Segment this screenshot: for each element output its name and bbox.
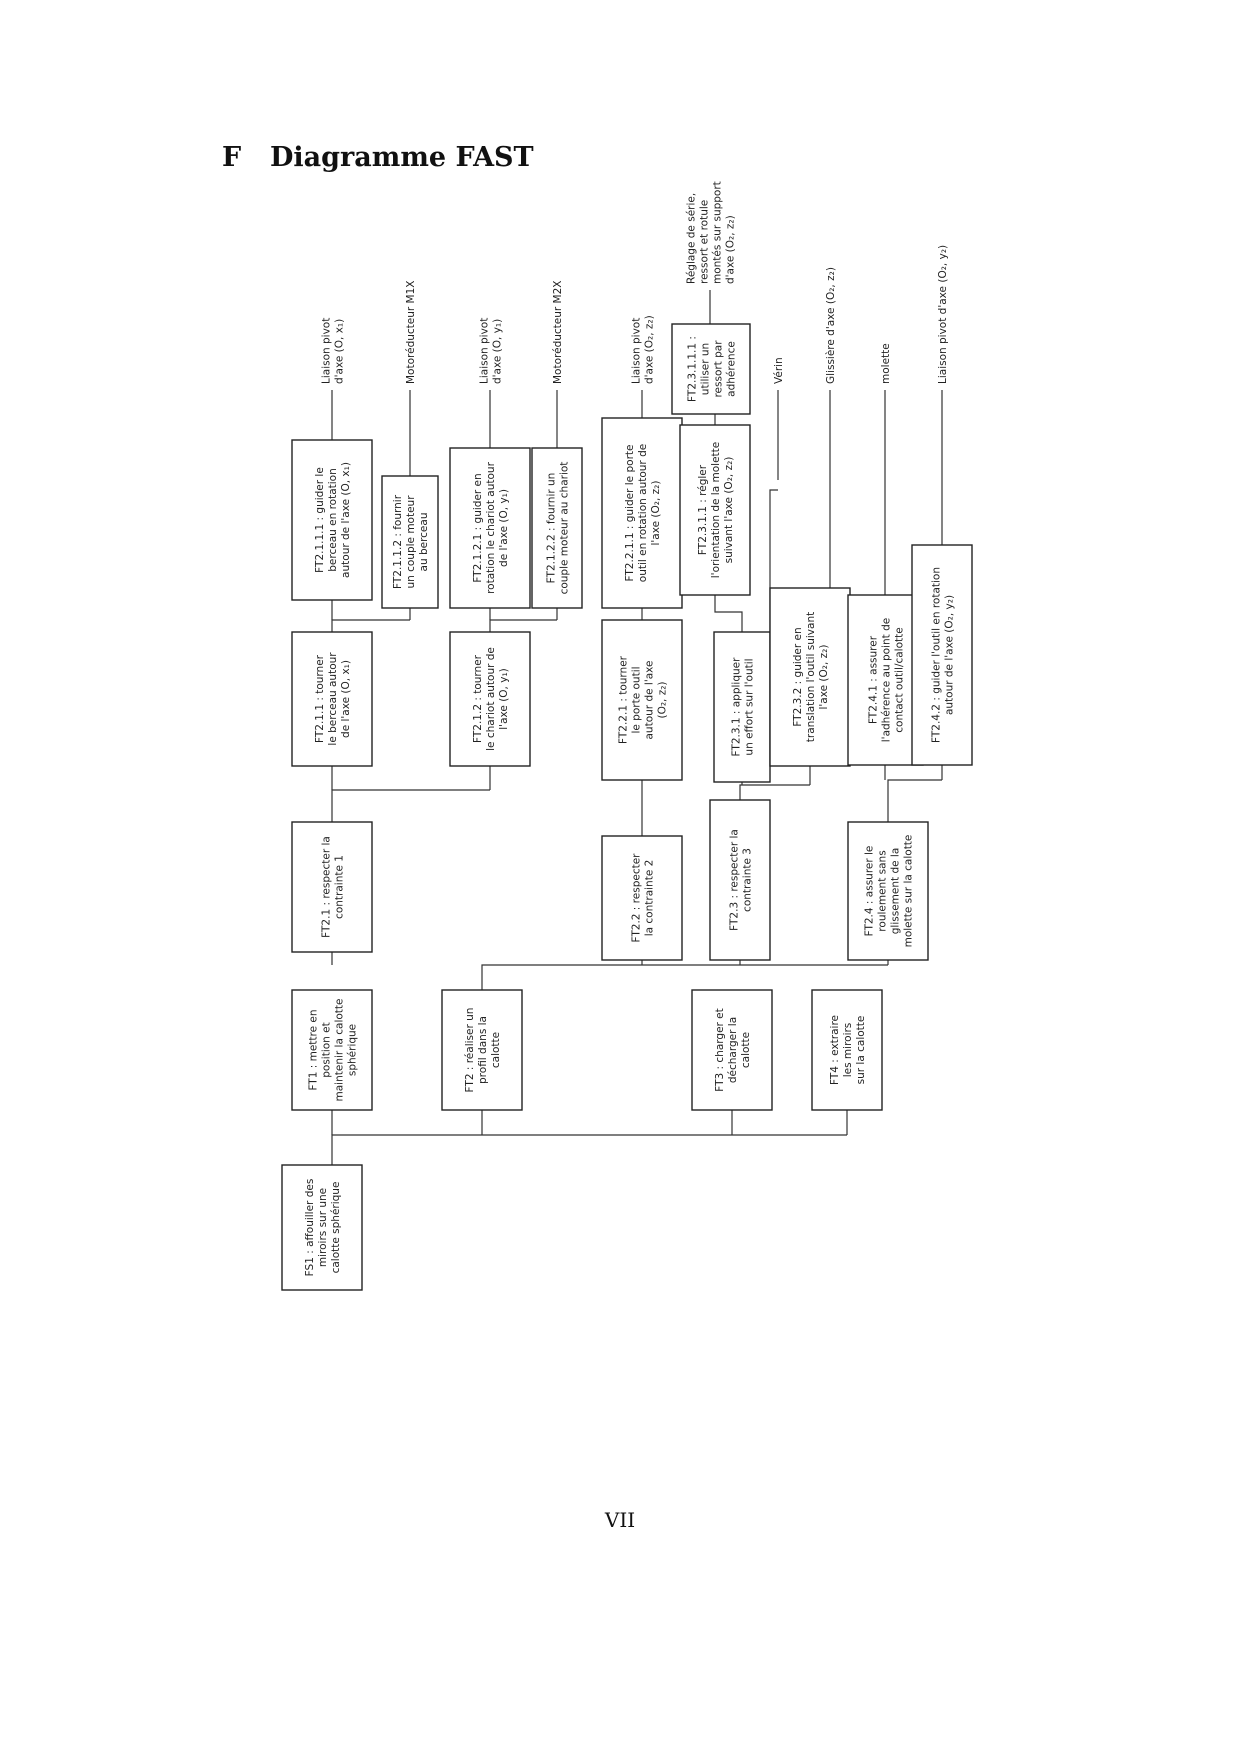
box-line: FT2.4.1 : assurer bbox=[867, 635, 880, 725]
solution-s_glissiere bbox=[825, 267, 837, 384]
box-ft23 bbox=[710, 800, 770, 960]
box-ft3 bbox=[692, 990, 772, 1110]
connector-27 bbox=[715, 595, 742, 632]
connector-14 bbox=[740, 785, 810, 800]
box-line: contrainte 3 bbox=[741, 848, 754, 912]
box-line: décharger la bbox=[727, 1016, 739, 1084]
box-label-ft22 bbox=[631, 853, 656, 943]
box-line: adhérence bbox=[725, 341, 738, 397]
box-line: un couple moteur bbox=[405, 495, 417, 589]
box-line: calotte bbox=[490, 1031, 502, 1069]
solution-line: Réglage de série, bbox=[685, 192, 698, 284]
box-line: le chariot autour de bbox=[485, 647, 497, 751]
box-line: contact outil/calotte bbox=[893, 627, 906, 733]
box-line: FT2.1.2 : tourner bbox=[472, 655, 484, 743]
connector-5 bbox=[482, 965, 888, 990]
box-line: les miroirs bbox=[842, 1022, 854, 1078]
box-line: position et bbox=[320, 1022, 333, 1078]
solution-s_verin bbox=[773, 357, 785, 384]
solution-line: molette bbox=[880, 343, 892, 384]
connector-17 bbox=[888, 780, 942, 822]
box-line: FT2.3.2 : guider en bbox=[792, 627, 804, 727]
box-line: l'orientation de la molette bbox=[710, 441, 722, 579]
box-line: FT2.4.2 : guider l'outil en rotation bbox=[930, 566, 943, 744]
box-ft211 bbox=[292, 632, 372, 766]
box-line: FT2.3.1.1 : régler bbox=[697, 464, 709, 556]
solution-line: Motoréducteur M1X bbox=[405, 280, 417, 384]
page-number: VII bbox=[604, 1508, 636, 1532]
box-line: l'axe (O₂, z₂) bbox=[818, 644, 830, 710]
box-line: FT2 : réaliser un bbox=[464, 1007, 476, 1093]
solution-line: Liaison pivot bbox=[630, 317, 643, 384]
connector-10 bbox=[332, 790, 490, 822]
box-line: FT2.1.1.1 : guider le bbox=[314, 467, 326, 573]
box-line: contrainte 1 bbox=[333, 855, 346, 919]
section-number: F bbox=[222, 142, 242, 173]
solution-line: Vérin bbox=[773, 357, 785, 384]
box-line: maintenir la calotte bbox=[333, 998, 346, 1102]
solution-line: ressort et rotule bbox=[698, 199, 711, 284]
box-line: sphérique bbox=[346, 1023, 359, 1077]
box-line: utiliser un bbox=[699, 342, 712, 396]
box-line: FT2.1.2.2 : fournir un bbox=[545, 472, 558, 584]
box-line: couple moteur au chariot bbox=[558, 461, 571, 595]
box-line: profil dans la bbox=[477, 1016, 489, 1084]
solution-s_motor_chariot bbox=[552, 281, 564, 384]
box-line: un effort sur l'outil bbox=[743, 658, 756, 756]
box-line: FT2.2.1.1 : guider le porte bbox=[624, 444, 636, 582]
box-line: de l'axe (O, x₁) bbox=[340, 660, 352, 738]
solution-line: d'axe (O, y₁) bbox=[491, 318, 504, 384]
solution-line: d'axe (O₂, z₂) bbox=[643, 315, 656, 384]
box-line: glissement de la bbox=[889, 847, 902, 935]
solution-s_motor_berceau bbox=[405, 281, 417, 384]
box-line: l'axe (O, y₁) bbox=[498, 668, 510, 730]
section-title: Diagramme FAST bbox=[270, 142, 534, 173]
box-line: FT2.3.1 : appliquer bbox=[730, 657, 743, 757]
box-line: FT2.2.1 : tourner bbox=[617, 656, 630, 744]
box-line: la contrainte 2 bbox=[643, 859, 656, 937]
box-ft221 bbox=[602, 620, 682, 780]
box-ft231 bbox=[714, 632, 770, 782]
box-line: FT3 : charger et bbox=[714, 1008, 726, 1092]
solution-line: d'axe (O, x₁) bbox=[333, 318, 346, 384]
box-ft2112 bbox=[382, 476, 438, 608]
box-ft232 bbox=[770, 588, 850, 766]
box-label-ft4 bbox=[829, 1015, 867, 1085]
function-boxes bbox=[282, 324, 972, 1290]
box-line: FT2.3 : respecter la bbox=[728, 829, 741, 931]
box-ft4 bbox=[812, 990, 882, 1110]
box-line: translation l'outil suivant bbox=[805, 611, 817, 743]
box-ft24 bbox=[848, 822, 928, 960]
solution-s_pivot_z2 bbox=[631, 315, 656, 384]
box-line: FT2.1.2.1 : guider en bbox=[472, 473, 484, 583]
box-line: roulement sans bbox=[876, 850, 889, 932]
box-ft242 bbox=[912, 545, 972, 765]
solution-line: Liaison pivot d'axe (O₂, y₂) bbox=[937, 244, 949, 384]
box-line: FT2.1 : respecter la bbox=[320, 836, 333, 938]
connector-0 bbox=[332, 1135, 847, 1165]
box-line: sur la calotte bbox=[855, 1015, 867, 1085]
box-label-ft2111 bbox=[314, 462, 352, 578]
solution-labels bbox=[321, 181, 950, 384]
box-line: FT2.4 : assurer le bbox=[863, 845, 876, 937]
box-line: l'axe (O₂, z₂) bbox=[650, 480, 662, 546]
box-ft2 bbox=[442, 990, 522, 1110]
solution-line: d'axe (O₂, z₂) bbox=[724, 215, 737, 284]
box-line: FT2.2 : respecter bbox=[630, 853, 643, 943]
box-ft22 bbox=[602, 836, 682, 960]
box-line: molette sur la calotte bbox=[902, 834, 915, 948]
box-line: outil en rotation autour de bbox=[637, 443, 649, 583]
box-label-ft24 bbox=[864, 835, 915, 948]
box-label-ft211 bbox=[314, 652, 352, 746]
connector-20 bbox=[332, 620, 410, 632]
solution-s_pivot_x1 bbox=[321, 318, 346, 384]
solution-line: montés sur support bbox=[711, 181, 724, 284]
box-line: FT1 : mettre en bbox=[307, 1009, 320, 1091]
solution-s_pivot_y2 bbox=[937, 245, 949, 384]
box-line: ressort par bbox=[712, 340, 725, 398]
box-line: rotation le chariot autour bbox=[485, 462, 497, 594]
solution-s_pivot_y1 bbox=[479, 318, 504, 384]
box-line: au berceau bbox=[418, 512, 430, 572]
box-ft2311 bbox=[680, 425, 750, 595]
box-ft2121 bbox=[450, 448, 530, 608]
box-ft212 bbox=[450, 632, 530, 766]
box-line: miroirs sur une bbox=[317, 1187, 329, 1268]
box-line: le porte outil bbox=[630, 666, 643, 734]
connector-23 bbox=[490, 620, 557, 632]
box-label-fs1 bbox=[304, 1179, 342, 1277]
solution-s_ressort bbox=[686, 181, 737, 284]
box-label-ft23111 bbox=[687, 336, 738, 402]
solution-s_molette bbox=[880, 343, 892, 384]
solution-line: Liaison pivot bbox=[478, 317, 491, 384]
box-ft2111 bbox=[292, 440, 372, 600]
box-ft2122 bbox=[532, 448, 582, 608]
solution-line: Motoréducteur M2X bbox=[552, 280, 564, 384]
box-line: berceau en rotation bbox=[327, 468, 339, 572]
box-ft21 bbox=[292, 822, 372, 952]
box-line: FT4 : extraire bbox=[829, 1015, 841, 1085]
box-ft23111 bbox=[672, 324, 750, 414]
box-label-ft231 bbox=[731, 657, 756, 757]
solution-line: Liaison pivot bbox=[320, 317, 333, 384]
box-line: autour de l'axe (O₂, y₂) bbox=[943, 594, 956, 716]
box-line: FT2.1.1.2 : fournir bbox=[392, 494, 404, 590]
box-line: calotte bbox=[740, 1031, 752, 1069]
box-label-ft2122 bbox=[546, 462, 571, 595]
box-line: FT2.1.1 : tourner bbox=[314, 655, 326, 743]
box-ft2211 bbox=[602, 418, 682, 608]
box-line: autour de l'axe (O, x₁) bbox=[340, 462, 352, 578]
box-line: autour de l'axe bbox=[643, 660, 656, 740]
box-fs1 bbox=[282, 1165, 362, 1290]
box-line: FS1 : affouiller des bbox=[304, 1178, 316, 1277]
box-line: de l'axe (O, y₁) bbox=[498, 489, 510, 567]
box-line: calotte sphérique bbox=[330, 1181, 342, 1274]
solution-line: Glissière d'axe (O₂, z₂) bbox=[825, 267, 837, 384]
box-line: FT2.3.1.1.1 : bbox=[686, 336, 699, 402]
box-line: suivant l'axe (O₂, z₂) bbox=[723, 456, 735, 564]
box-label-ft241 bbox=[868, 618, 906, 742]
box-ft1 bbox=[292, 990, 372, 1110]
box-line: le berceau autour bbox=[327, 652, 339, 746]
box-line: l'adhérence au point de bbox=[880, 617, 893, 743]
box-line: (O₂, z₂) bbox=[656, 681, 669, 719]
